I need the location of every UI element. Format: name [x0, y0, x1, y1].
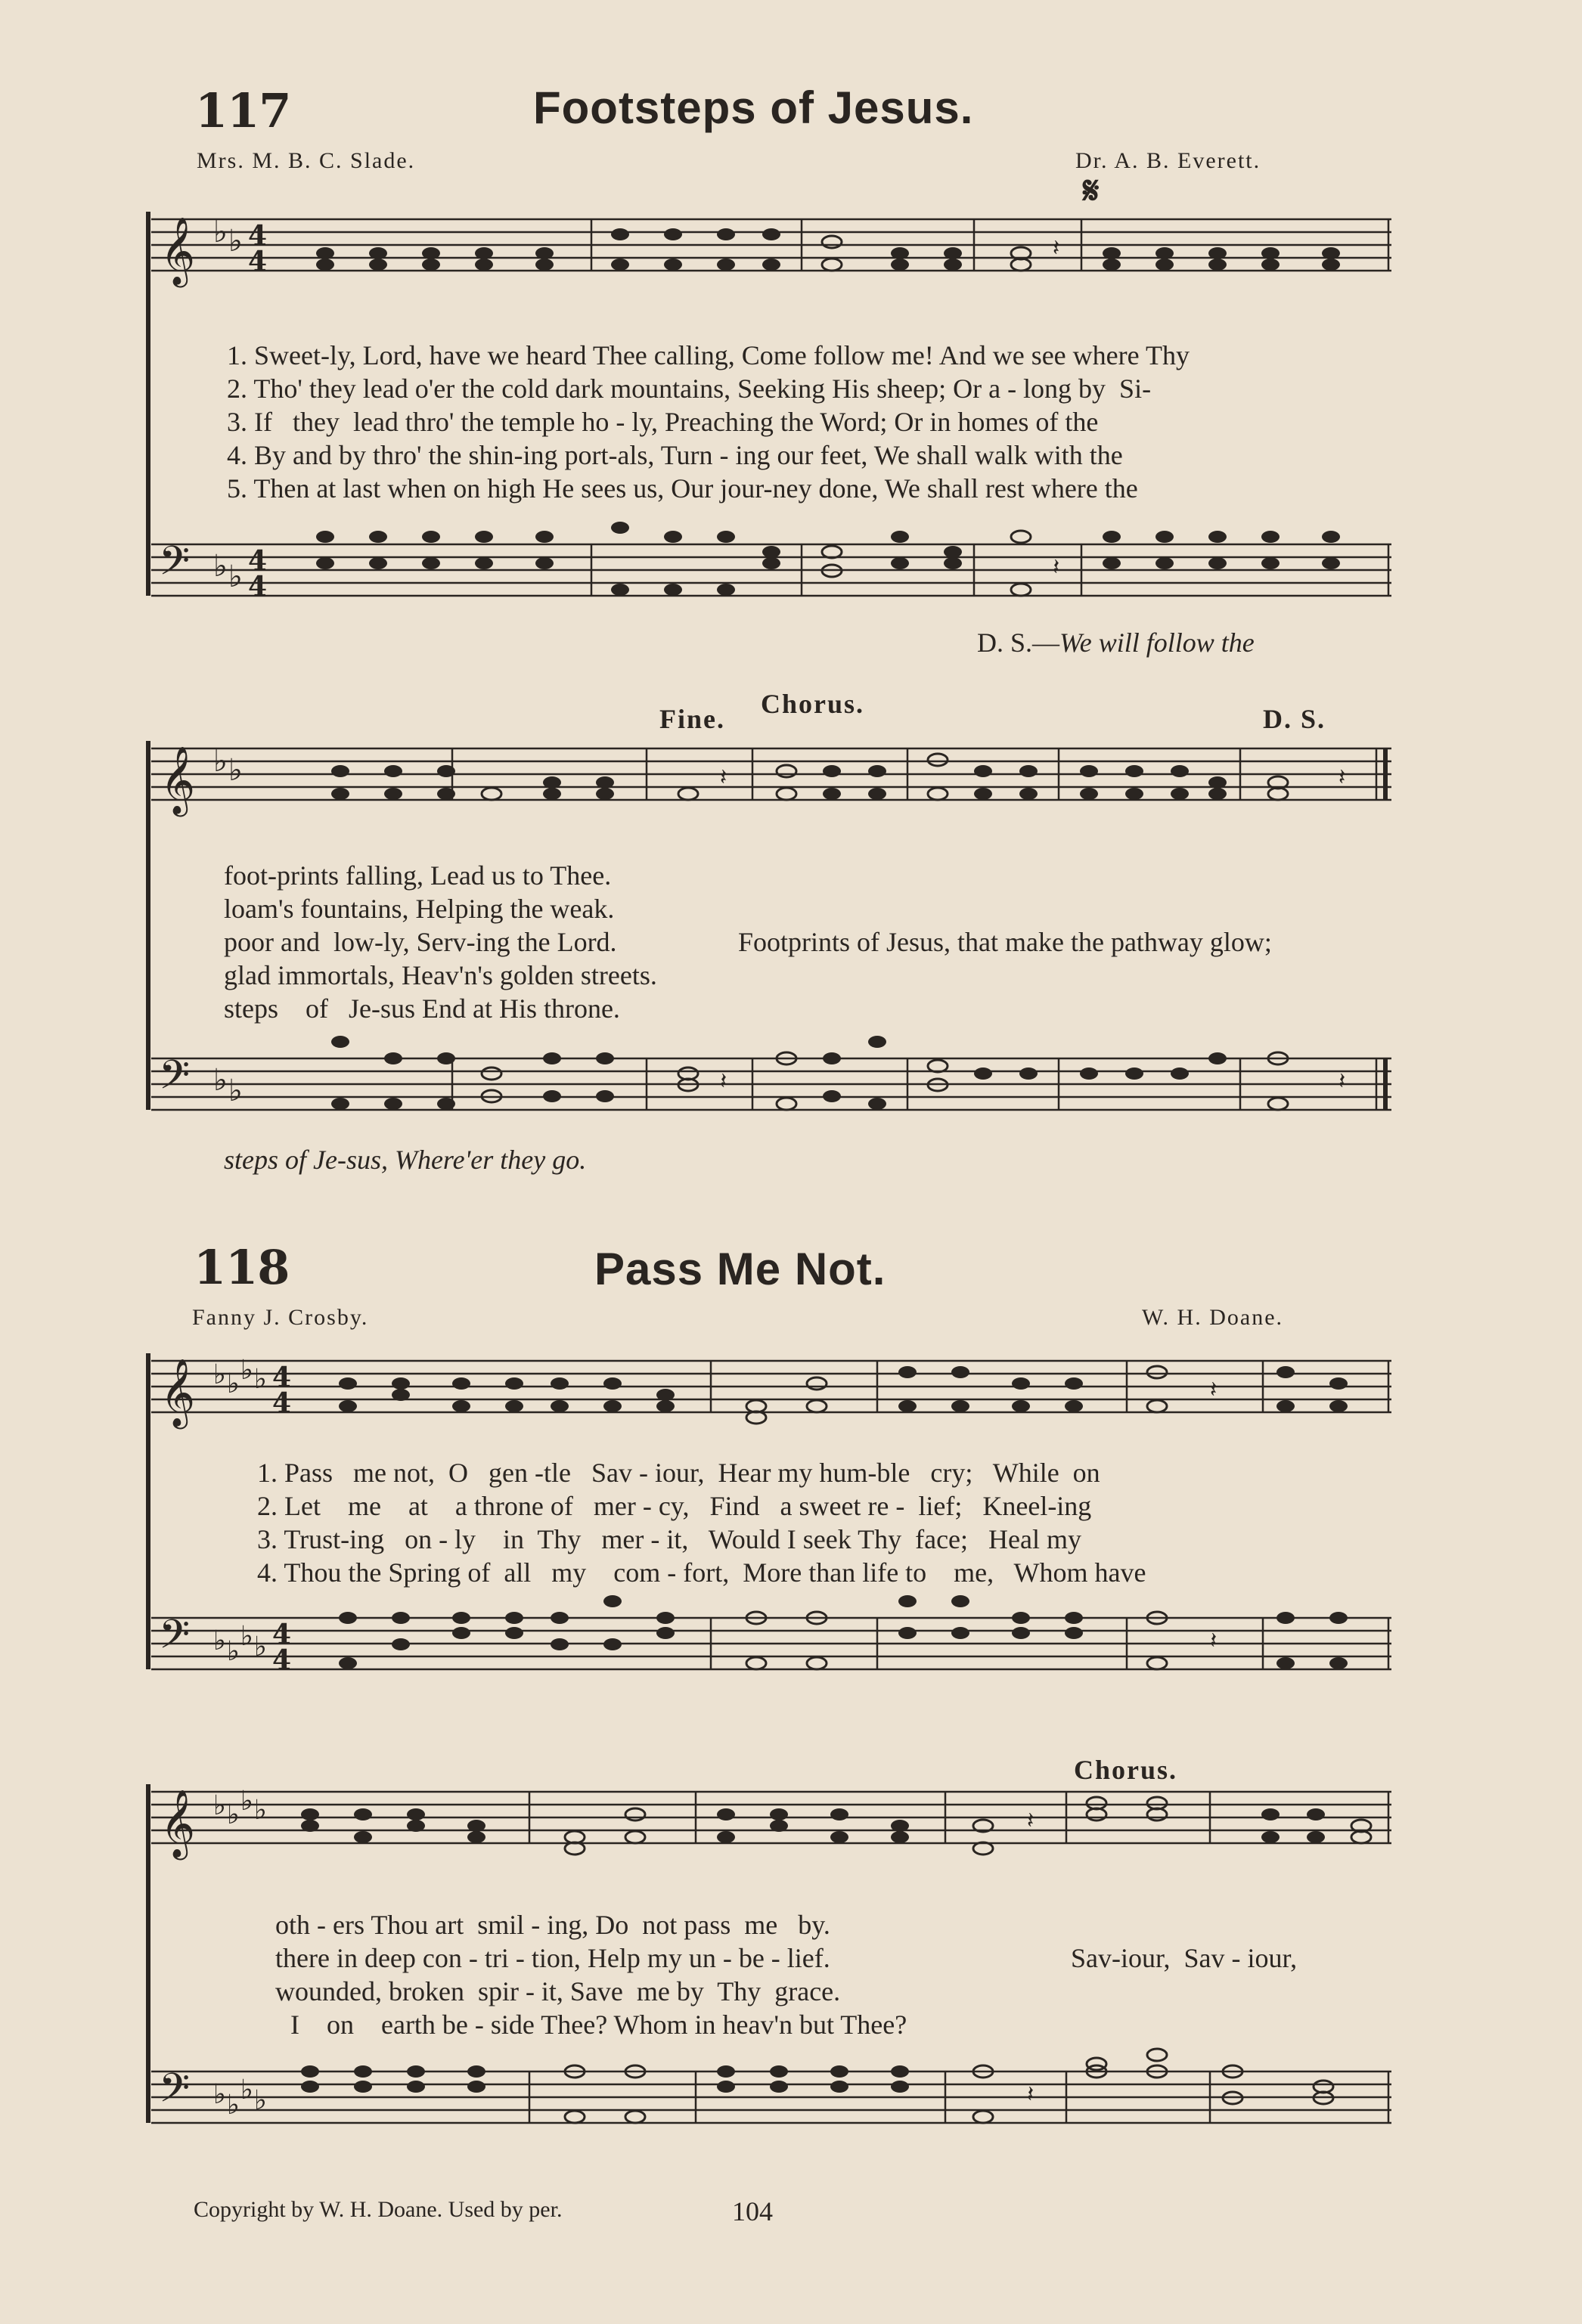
ds-label: D. S.—We will follow the	[977, 627, 1255, 658]
svg-text:𝄽: 𝄽	[1210, 1377, 1218, 1403]
svg-text:𝄞: 𝄞	[160, 1359, 196, 1427]
verse-line: 5. Then at last when on high He sees us, Our jour-ney done, We shall rest where the	[227, 473, 1138, 504]
verse-line: steps of Je-sus End at His throne.	[224, 993, 620, 1024]
verse-line: 2. Let me at a throne of mer - cy, Find a sweet re - lief; Kneel-ing	[257, 1491, 1092, 1521]
treble-staff	[151, 741, 1391, 869]
svg-text:𝄽: 𝄽	[1053, 235, 1060, 262]
treble-staff	[151, 1784, 1391, 1913]
verse-line: poor and low-ly, Serv-ing the Lord.	[224, 927, 617, 957]
svg-text:4: 4	[248, 545, 268, 577]
hymn-composer: Dr. A. B. Everett.	[1075, 148, 1261, 173]
verse-line: 1. Pass me not, O gen -tle Sav - iour, Hear my hum-ble cry; While on	[257, 1458, 1100, 1488]
svg-text:𝄞: 𝄞	[160, 217, 196, 285]
hymn-title: Footsteps of Jesus.	[533, 82, 974, 133]
svg-text:4: 4	[248, 246, 268, 277]
svg-text:♭: ♭	[213, 1063, 228, 1098]
verse-line: I on earth be - side Thee? Whom in heav'n but Thee?	[290, 2009, 907, 2040]
svg-text:4: 4	[248, 220, 268, 252]
svg-text:♭: ♭	[228, 559, 243, 594]
svg-text:𝄽: 𝄽	[1027, 2081, 1035, 2108]
page-number: 104	[732, 2196, 773, 2226]
svg-text:𝄢: 𝄢	[159, 538, 191, 594]
svg-text:𝄽: 𝄽	[1053, 554, 1060, 581]
svg-text:𝄽: 𝄽	[720, 1068, 727, 1095]
verse-line: loam's fountains, Helping the weak.	[224, 894, 615, 924]
svg-text:♭: ♭	[227, 1799, 240, 1830]
verse-line: there in deep con - tri - tion, Help my un - be - lief.	[275, 1943, 830, 1973]
svg-text:♭: ♭	[213, 2079, 226, 2110]
ds-continuation-lyric: steps of Je-sus, Where'er they go.	[224, 1145, 587, 1175]
hymn-composer: W. H. Doane.	[1142, 1305, 1284, 1330]
svg-text:𝄢: 𝄢	[159, 1612, 191, 1668]
bass-staff	[151, 1043, 1391, 1157]
svg-text:♭: ♭	[254, 1631, 267, 1662]
chorus-mark: Chorus.	[761, 689, 865, 719]
hymn-number: 118	[194, 1240, 290, 1295]
verse-line: 3. If they lead thro' the temple ho - ly, Preaching the Word; Or in homes of the	[227, 407, 1099, 437]
segno-sign: 𝄋	[1083, 168, 1100, 212]
svg-text:♭: ♭	[213, 1625, 226, 1656]
verse-line: wounded, broken spir - it, Save me by Thy grace.	[275, 1976, 841, 2006]
hymn-number: 117	[195, 83, 291, 138]
ds-mark: D. S.	[1263, 704, 1326, 734]
svg-text:𝄢: 𝄢	[159, 1052, 191, 1108]
svg-text:𝄢: 𝄢	[159, 2065, 191, 2121]
copyright-notice: Copyright by W. H. Doane. Used by per.	[194, 2197, 563, 2222]
svg-text:♭: ♭	[227, 1368, 240, 1399]
svg-text:𝄞: 𝄞	[160, 1789, 196, 1858]
svg-text:♭: ♭	[240, 1786, 253, 1817]
svg-text:4: 4	[272, 1619, 292, 1650]
verse-line: 3. Trust-ing on - ly in Thy mer - it, Would I seek Thy face; Heal my	[257, 1524, 1081, 1554]
svg-text:♭: ♭	[213, 215, 228, 249]
svg-text:♭: ♭	[240, 1621, 253, 1652]
verse-line: 4. By and by thro' the shin-ing port-als, Turn - ing our feet, We shall walk with the	[227, 440, 1123, 470]
svg-text:𝄞: 𝄞	[160, 746, 196, 814]
svg-text:4: 4	[272, 1387, 292, 1419]
chorus-mark: Chorus.	[1074, 1755, 1178, 1785]
verse-line: oth - ers Thou art smil - ing, Do not pass me by.	[275, 1910, 830, 1940]
hymn-author: Fanny J. Crosby.	[192, 1305, 369, 1330]
chorus-lyric: Footprints of Jesus, that make the pathway glow;	[738, 927, 1272, 957]
svg-text:♭: ♭	[240, 2075, 253, 2106]
verse-line: foot-prints falling, Lead us to Thee.	[224, 860, 612, 891]
verse-line: 4. Thou the Spring of all my com - fort, More than life to me, Whom have	[257, 1557, 1146, 1588]
svg-text:♭: ♭	[213, 744, 228, 779]
svg-text:𝄽: 𝄽	[720, 764, 727, 791]
bass-staff	[151, 529, 1391, 643]
hymn-author: Mrs. M. B. C. Slade.	[197, 148, 416, 173]
svg-text:♭: ♭	[213, 549, 228, 584]
svg-text:♭: ♭	[254, 1795, 267, 1826]
svg-text:4: 4	[248, 571, 268, 603]
verse-line: 1. Sweet-ly, Lord, have we heard Thee calling, Come follow me! And we see where Thy	[227, 340, 1190, 370]
verse-line: 2. Tho' they lead o'er the cold dark mountains, Seeking His sheep; Or a - long by Si-	[227, 373, 1152, 404]
svg-text:♭: ♭	[254, 1364, 267, 1395]
svg-text:𝄽: 𝄽	[1210, 1628, 1218, 1654]
svg-text:♭: ♭	[240, 1355, 253, 1386]
svg-text:4: 4	[272, 1644, 292, 1676]
verse-line: glad immortals, Heav'n's golden streets.	[224, 960, 657, 990]
svg-text:♭: ♭	[228, 753, 243, 788]
svg-text:♭: ♭	[228, 1074, 243, 1108]
svg-text:𝄽: 𝄽	[1338, 764, 1346, 791]
fine-mark: Fine.	[659, 704, 725, 734]
treble-staff	[151, 212, 1391, 340]
svg-text:♭: ♭	[228, 224, 243, 259]
svg-text:♭: ♭	[227, 1636, 240, 1667]
chorus-lyric: Sav-iour, Sav - iour,	[1071, 1943, 1298, 1973]
svg-text:𝄽: 𝄽	[1027, 1808, 1035, 1834]
svg-text:♭: ♭	[227, 2090, 240, 2121]
bass-staff	[151, 1603, 1391, 1716]
svg-text:4: 4	[272, 1362, 292, 1393]
bass-staff	[151, 2056, 1391, 2170]
svg-text:♭: ♭	[254, 2085, 267, 2116]
svg-text:♭: ♭	[213, 1790, 226, 1821]
svg-text:♭: ♭	[213, 1359, 226, 1390]
svg-text:𝄽: 𝄽	[1338, 1068, 1346, 1095]
hymn-title: Pass Me Not.	[594, 1244, 886, 1294]
